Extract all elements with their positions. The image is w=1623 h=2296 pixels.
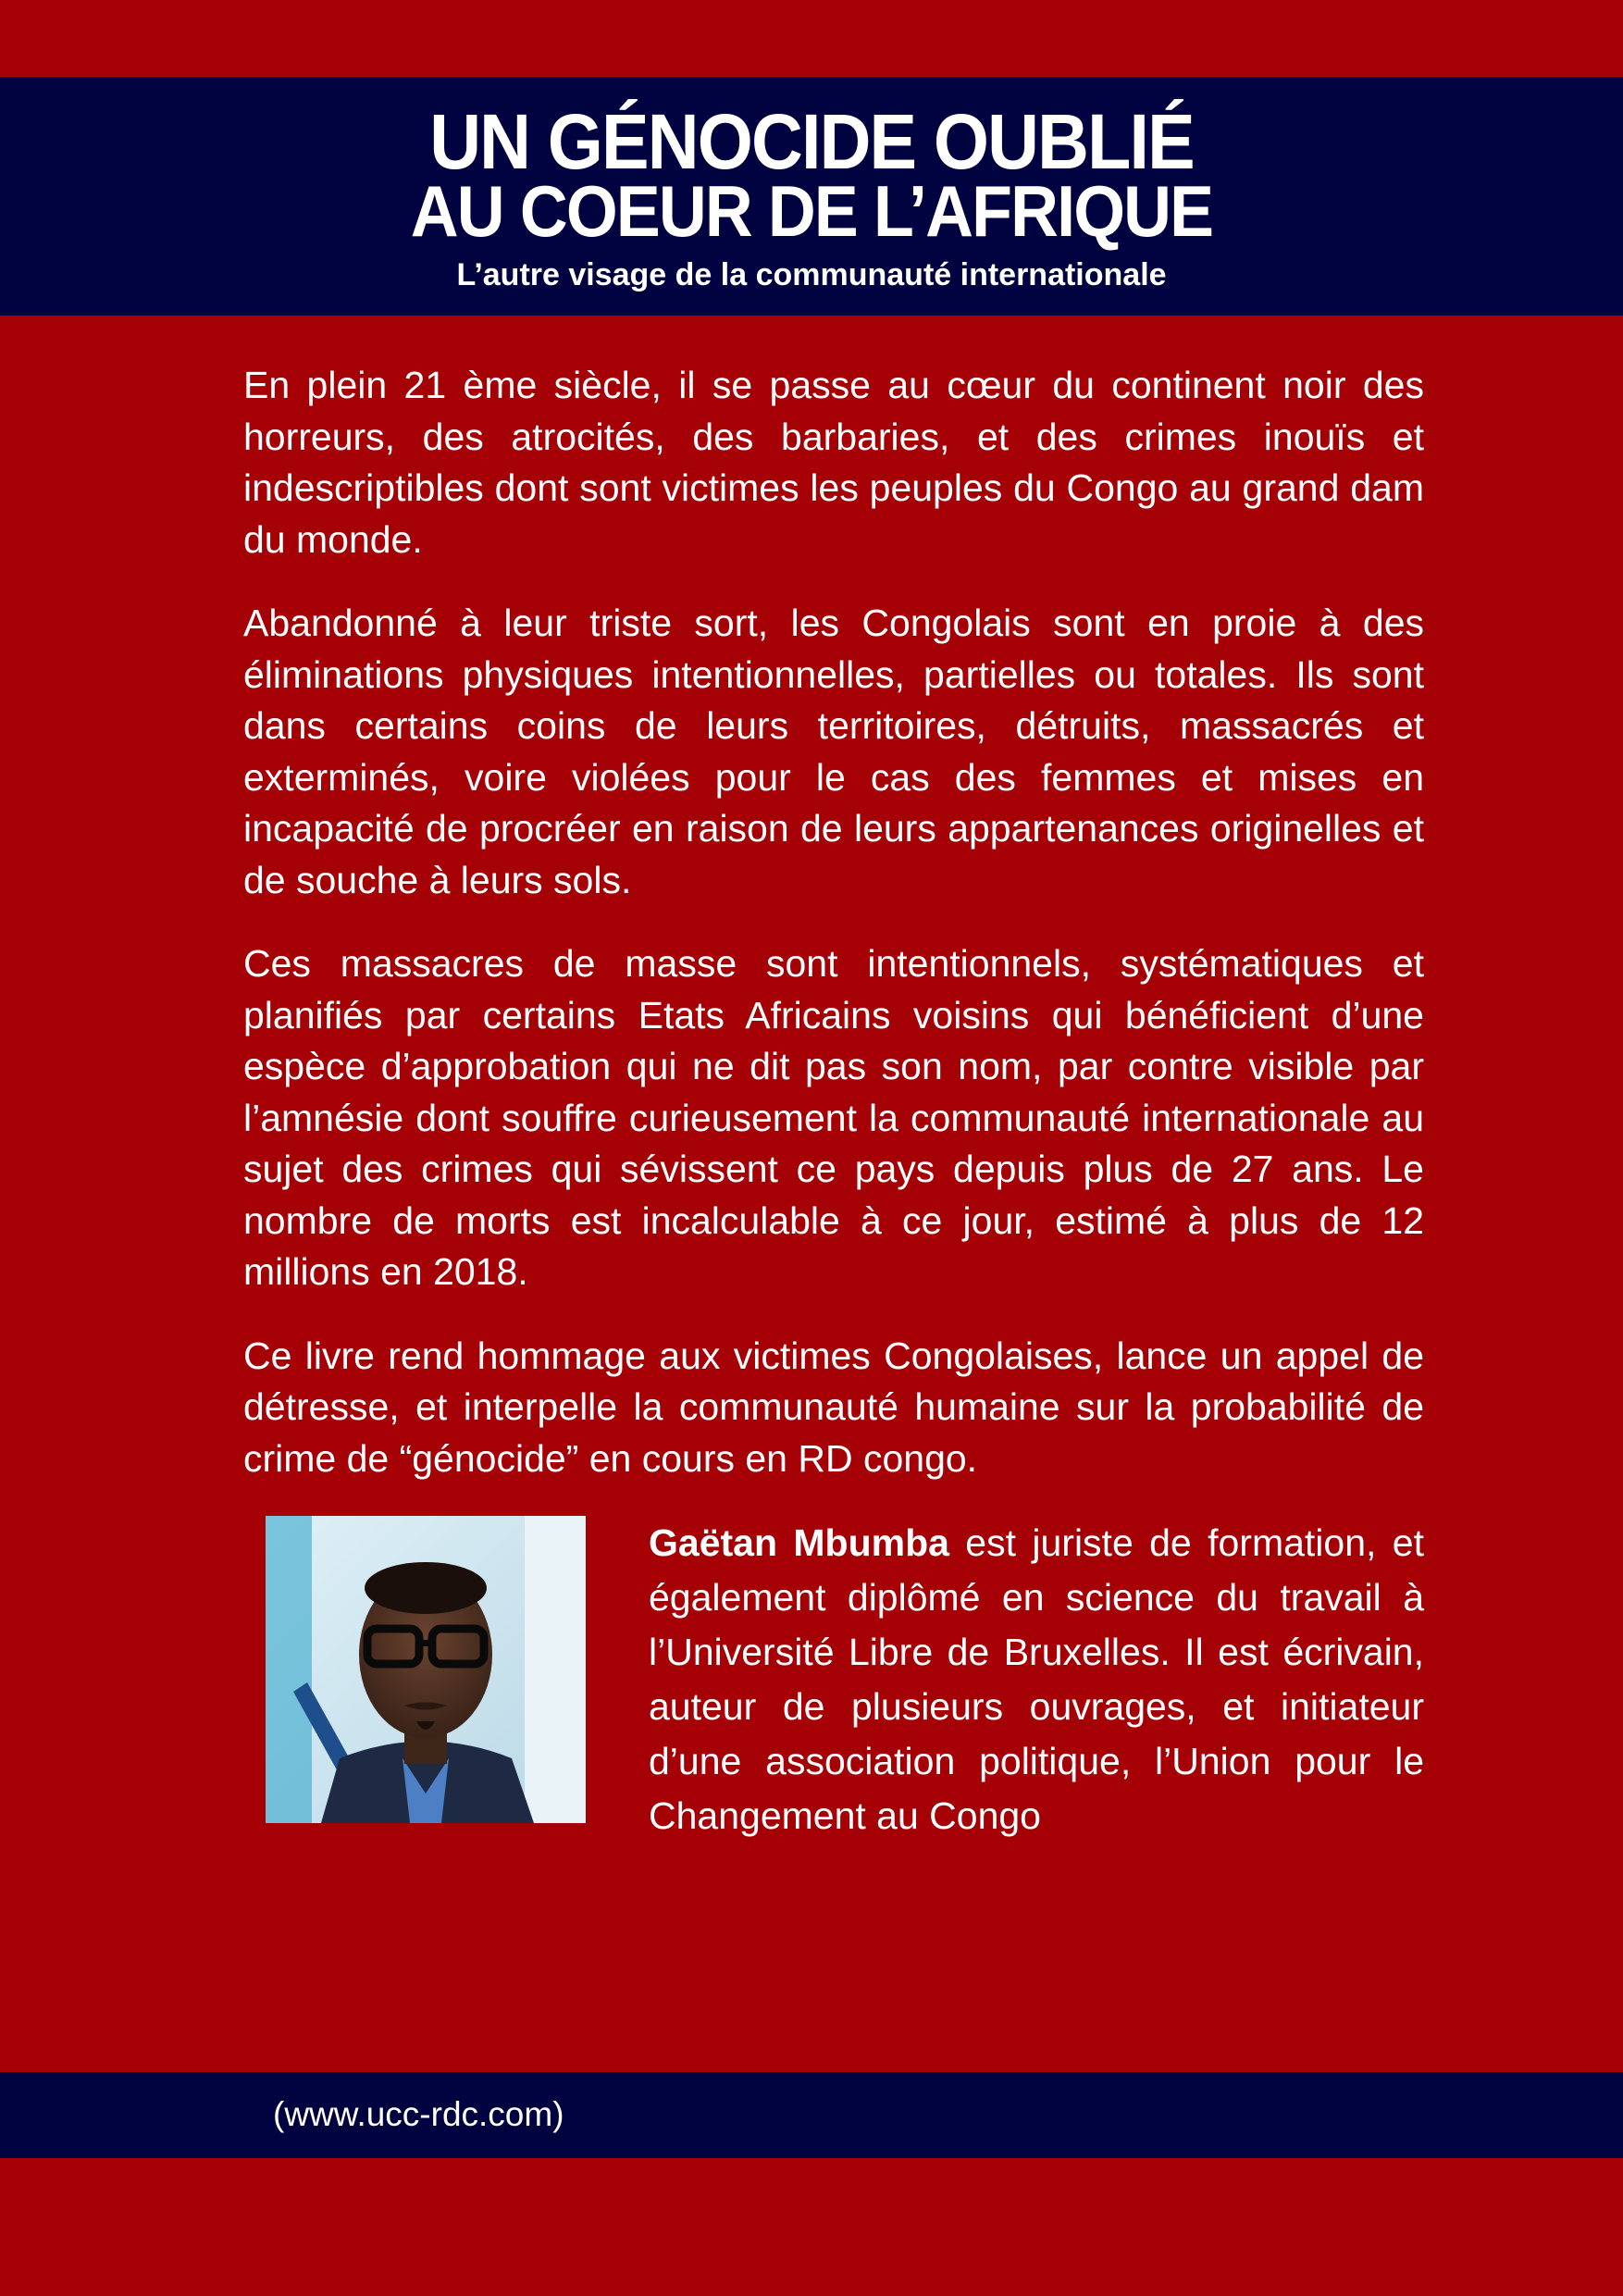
book-title-line-2: AU COEUR DE L’AFRIQUE xyxy=(410,170,1213,252)
author-portrait-icon xyxy=(266,1516,586,1823)
website-link[interactable]: (www.ucc-rdc.com) xyxy=(273,2095,564,2133)
author-bio-text: est juriste de formation, et également diplômé en science du travail à l’Université Libre de Bruxelles. Il est écrivain, auteur de plusieurs ouvrages, et initiateur d’une association politique, l’Union pour le Changement au Congo xyxy=(649,1521,1424,1837)
book-subtitle: L’autre visage de la communauté internationale xyxy=(456,257,1167,292)
author-bio xyxy=(649,1516,1424,1843)
back-cover-text xyxy=(243,360,1424,1517)
footer-band xyxy=(0,2072,1623,2158)
paragraph-3: Ces massacres de masse sont intentionnels, systématiques et planifiés par certains Etats Africains voisins qui bénéficient d’une espèce d’approbation qui ne dit pas son nom, par contre visible par l’amnésie dont souffre curieusement la communauté internationale au sujet des crimes qui sévissent ce pays depuis plus de 27 ans. Le nombre de morts est incalculable à ce jour, estimé à plus de 12 millions en 2018. xyxy=(243,942,1424,1293)
book-title-line-1: UN GÉNOCIDE OUBLIÉ xyxy=(429,98,1194,185)
paragraph-1: En plein 21 ème siècle, il se passe au cœur du continent noir des horreurs, des atrocités, des barbaries, et des crimes inouïs et indescriptibles dont sont victimes les peuples du Congo au grand dam du monde. xyxy=(243,364,1424,561)
paragraph-4: Ce livre rend hommage aux victimes Congolaises, lance un appel de détresse, et interpelle la communauté humaine sur la probabilité de crime de “génocide” en cours en RD congo. xyxy=(243,1334,1424,1480)
author-photo xyxy=(266,1516,586,1823)
paragraph-2: Abandonné à leur triste sort, les Congolais sont en proie à des éliminations physiques intentionnelles, partielles ou totales. Ils sont dans certains coins de leurs territoires, détruits, massacrés et exterminés, voire violées pour le cas des femmes et mises en incapacité de procréer en raison de leurs appartenances originelles et de souche à leurs sols. xyxy=(243,602,1424,901)
author-name: Gaëtan Mbumba xyxy=(649,1521,949,1564)
author-section xyxy=(266,1516,1424,1837)
